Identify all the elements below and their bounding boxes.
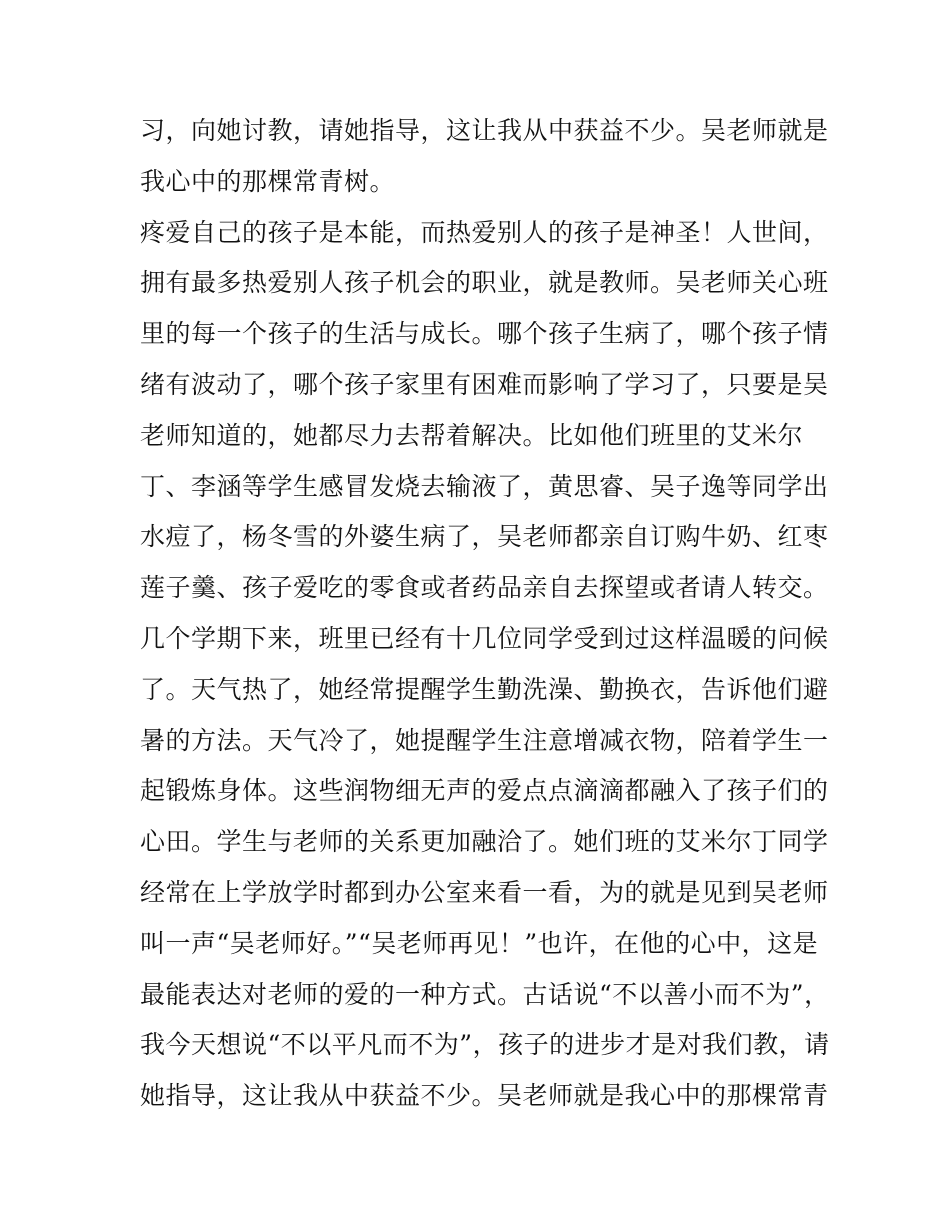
- text-line: 拥有最多热爱别人孩子机会的职业，就是教师。吴老师关心班: [140, 268, 829, 298]
- text-line: 老师知道的，她都尽力去帮着解决。比如他们班里的艾米尔: [140, 420, 804, 450]
- text-line: 心田。学生与老师的关系更加融洽了。她们班的艾米尔丁同学: [140, 827, 829, 857]
- text-line: 起锻炼身体。这些润物细无声的爱点点滴滴都融入了孩子们的: [140, 776, 829, 806]
- text-line: 叫一声“吴老师好。”“吴老师再见！”也许，在他的心中，这是: [140, 928, 819, 958]
- body-text: [140, 106, 830, 1122]
- text-line: 丁、李涵等学生感冒发烧去输液了，黄思睿、吴子逸等同学出: [140, 471, 829, 501]
- text-line: 我心中的那棵常青树。: [140, 166, 396, 196]
- text-line: 我今天想说“不以平凡而不为”，孩子的进步才是对我们教，请: [140, 1030, 830, 1060]
- text-line: 绪有波动了，哪个孩子家里有困难而影响了学习了，只要是吴: [140, 369, 829, 399]
- text-line: 水痘了，杨冬雪的外婆生病了，吴老师都亲自订购牛奶、红枣: [140, 522, 829, 552]
- text-line: 暑的方法。天气冷了，她提醒学生注意增减衣物，陪着学生一: [140, 725, 829, 755]
- text-line: 她指导，这让我从中获益不少。吴老师就是我心中的那棵常青: [140, 1081, 829, 1111]
- text-line: 最能表达对老师的爱的一种方式。古话说“不以善小而不为”，: [140, 979, 830, 1009]
- text-line: 几个学期下来，班里已经有十几位同学受到过这样温暖的问候: [140, 623, 829, 653]
- text-line: 里的每一个孩子的生活与成长。哪个孩子生病了，哪个孩子情: [140, 319, 829, 349]
- text-line: 经常在上学放学时都到办公室来看一看，为的就是见到吴老师: [140, 877, 829, 907]
- text-line: 习，向她讨教，请她指导，这让我从中获益不少。吴老师就是: [140, 116, 829, 145]
- text-line: 莲子羹、孩子爱吃的零食或者药品亲自去探望或者请人转交。: [140, 573, 829, 603]
- text-line: 了。天气热了，她经常提醒学生勤洗澡、勤换衣，告诉他们避: [140, 674, 829, 704]
- text-line: 疼爱自己的孩子是本能，而热爱别人的孩子是神圣！人世间，: [140, 217, 829, 247]
